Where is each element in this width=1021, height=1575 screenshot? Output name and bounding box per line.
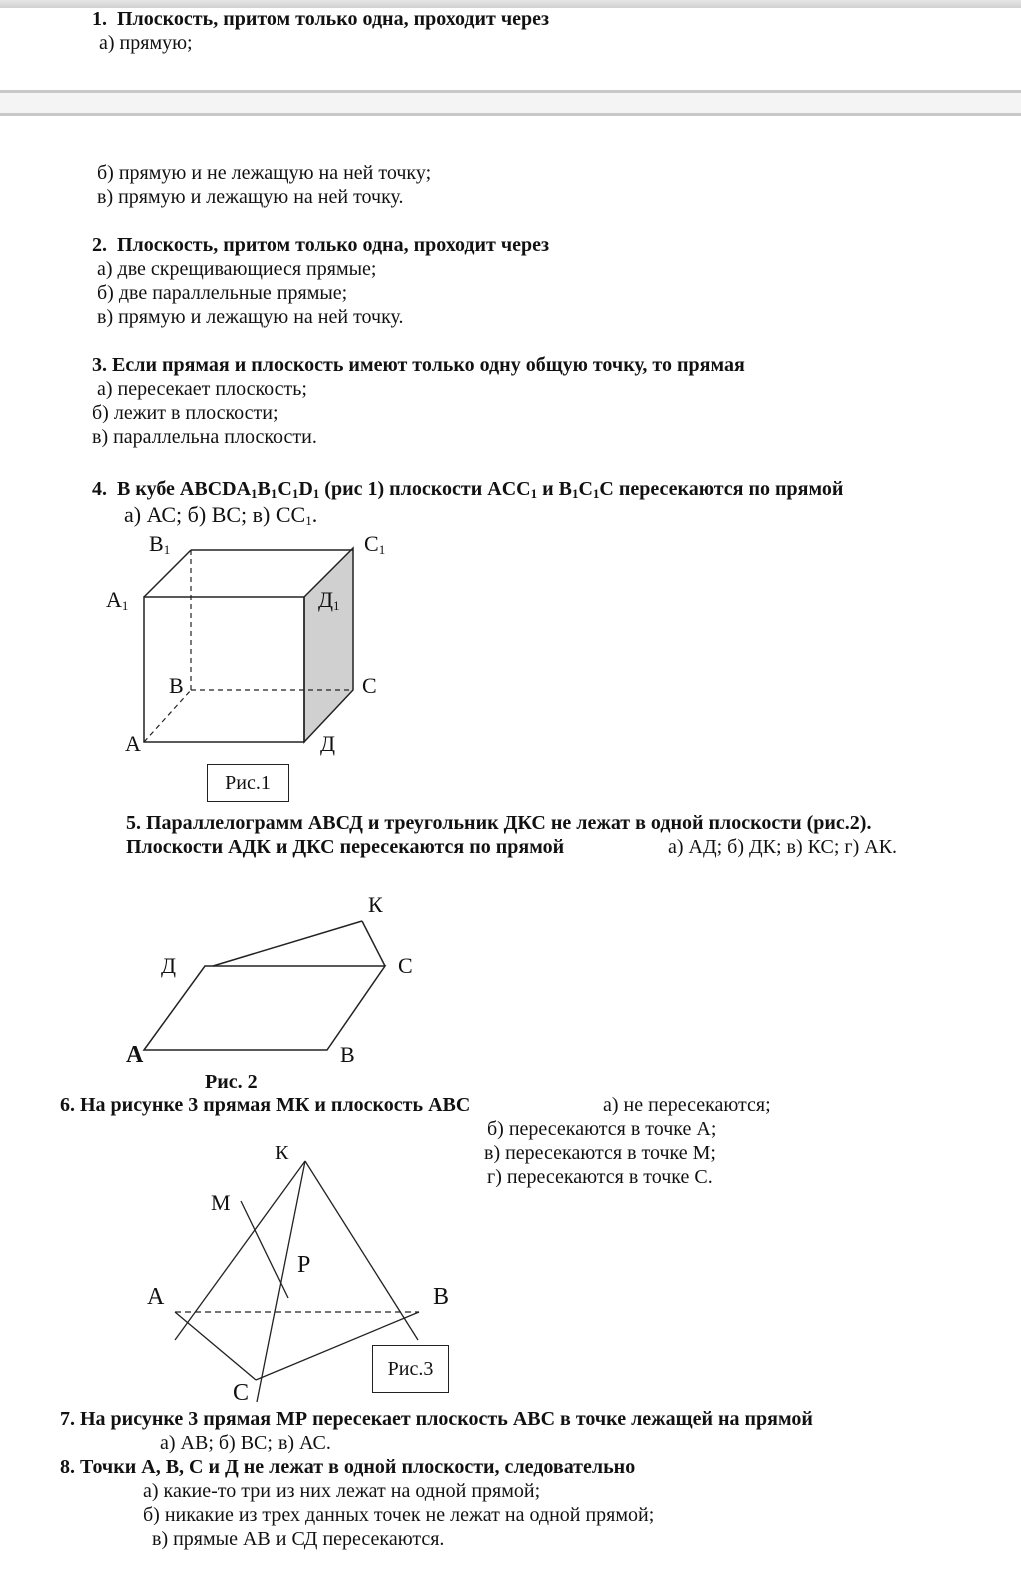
fig2-label-d: Д (161, 953, 177, 978)
question-2-option-a: а) две скрещивающиеся прямые; (97, 258, 377, 280)
question-6-option-d: г) пересекаются в точке С. (487, 1166, 713, 1188)
fig3-label-m: М (211, 1190, 231, 1215)
figure-3-caption: Рис.3 (372, 1345, 449, 1393)
fig1-label-b: B (169, 673, 184, 698)
question-1-title: 1. Плоскость, притом только одна, проходит через (92, 8, 550, 30)
question-2-option-c: в) прямую и лежащую на ней точку. (97, 306, 404, 328)
question-3-option-a: а) пересекает плоскость; (97, 378, 307, 400)
question-6-title: 6. На рисунке 3 прямая МК и плоскость АВС (60, 1094, 471, 1116)
fig1-label-a: A (125, 731, 141, 756)
fig3-label-k: К (275, 1142, 289, 1164)
fig1-label-b1: $B_1$ (149, 531, 171, 557)
fig2-label-a: А (126, 1042, 144, 1068)
question-3-option-b: б) лежит в плоскости; (92, 402, 279, 424)
question-8-option-a: а) какие-то три из них лежат на одной прямой; (143, 1480, 541, 1502)
question-1-option-c: в) прямую и лежащую на ней точку. (97, 186, 404, 208)
question-7-title: 7. На рисунке 3 прямая МР пересекает плоскость АВС в точке лежащей на прямой (60, 1408, 813, 1430)
question-5-title-line2: Плоскости АДК и ДКС пересекаются по прямой (126, 836, 565, 858)
question-6-option-a: а) не пересекаются; (603, 1094, 771, 1116)
question-2-option-b: б) две параллельные прямые; (97, 282, 348, 304)
question-5-title-line1: 5. Параллелограмм АВСД и треугольник ДКС не лежат в одной плоскости (рис.2). (126, 812, 872, 834)
question-4-options: а) АС; б) ВС; в) $СС_1$. (124, 502, 318, 528)
fig1-label-a1: $A_1$ (106, 587, 129, 613)
fig1-label-d1: $Д_1$ (318, 587, 340, 613)
question-1-option-b: б) прямую и не лежащую на ней точку; (97, 162, 432, 184)
question-4-title: 4. В кубе $ABCDA_1B_1C_1D_1$ (рис 1) плоскости $ACC_1$ и $B_1C_1C$ пересекаются по прямой (92, 478, 844, 501)
question-3-option-c: в) параллельна плоскости. (92, 426, 317, 448)
fig3-label-c: С (233, 1380, 250, 1406)
question-6-option-c: в) пересекаются в точке М; (484, 1142, 716, 1164)
fig2-label-c: С (398, 953, 413, 978)
fig1-label-d: Д (320, 731, 336, 756)
question-8-option-c: в) прямые АВ и СД пересекаются. (152, 1528, 445, 1550)
question-3-title: 3. Если прямая и плоскость имеют только одну общую точку, то прямая (92, 354, 745, 376)
question-6-option-b: б) пересекаются в точке А; (487, 1118, 717, 1140)
question-5-options: а) АД; б) ДК; в) КС; г) АК. (668, 836, 898, 858)
fig1-label-c: C (362, 673, 377, 698)
question-1-option-a: а) прямую; (99, 32, 193, 54)
fig2-label-k: К (368, 892, 383, 917)
fig3-label-b: В (433, 1284, 450, 1310)
fig3-label-p: Р (297, 1252, 311, 1278)
question-8-title: 8. Точки А, В, С и Д не лежат в одной плоскости, следовательно (60, 1456, 636, 1478)
question-8-option-b: б) никакие из трех данных точек не лежат на одной прямой; (143, 1504, 655, 1526)
fig1-label-c1: $C_1$ (364, 531, 386, 557)
figure-2-caption: Рис. 2 (205, 1071, 258, 1093)
fig3-label-a: А (147, 1284, 165, 1310)
question-7-options: а) АВ; б) ВС; в) АС. (160, 1432, 331, 1454)
question-2-title: 2. Плоскость, притом только одна, проходит через (92, 234, 550, 256)
fig2-label-b: В (340, 1042, 355, 1067)
figure-1-caption: Рис.1 (207, 764, 289, 802)
